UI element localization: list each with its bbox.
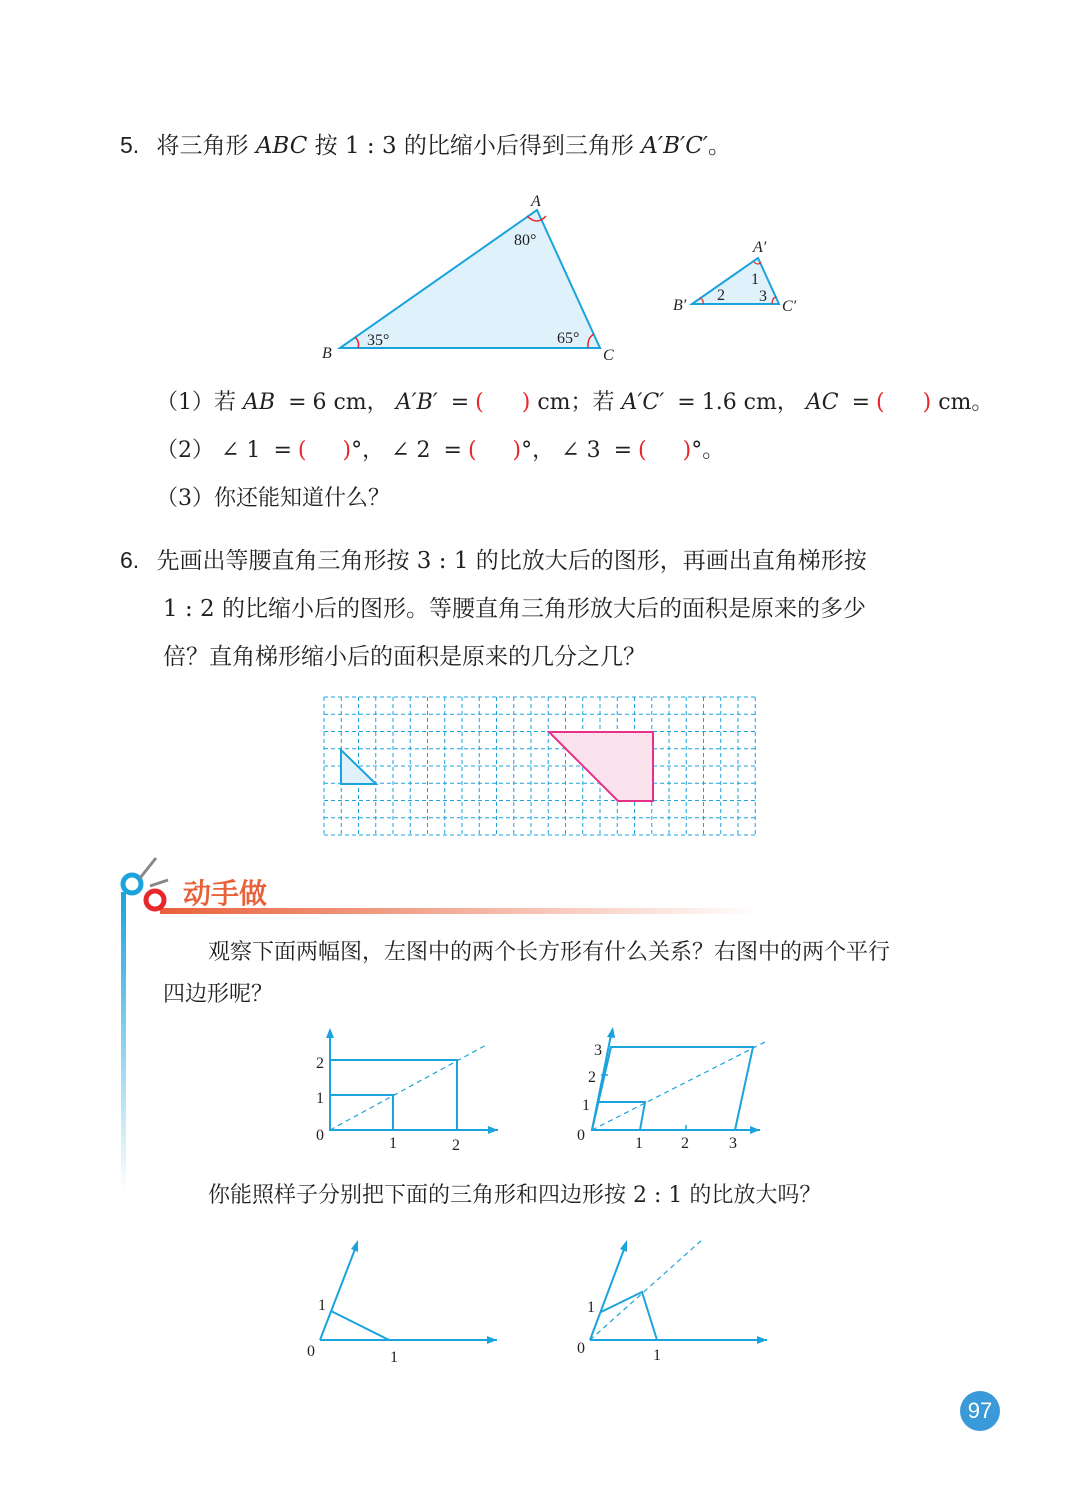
q6-line3: 倍？直角梯形缩小后的面积是原来的几分之几？: [163, 644, 646, 670]
answer-blank-open-2[interactable]: (: [876, 390, 885, 415]
sub1-ab: AB: [243, 390, 276, 415]
q6-number: 6.: [120, 547, 140, 573]
activity-title: 动手做: [183, 877, 268, 910]
sub2-angle1: ∠ 1: [221, 438, 261, 463]
sub2-angle2: ∠ 2: [391, 438, 431, 463]
sub1-ac: AC: [805, 390, 839, 415]
right-x2: 2: [681, 1135, 689, 1152]
label-a: A: [531, 193, 541, 210]
sub2-close2: ): [512, 438, 522, 463]
tri-y1: 1: [318, 1297, 326, 1314]
sub2-label: （2）: [156, 438, 214, 463]
left-origin: 0: [316, 1127, 324, 1144]
sub1-v2: 1.6 cm，: [701, 390, 799, 415]
quad-x-arrow-icon: [757, 1336, 767, 1344]
right-y2: 2: [588, 1069, 596, 1086]
label-b: B: [322, 345, 332, 362]
sub1-eq1: =: [288, 390, 307, 415]
sub2-deg2: °，: [521, 438, 555, 463]
sub2-eq1: =: [273, 438, 292, 463]
tri-ray: [320, 1244, 357, 1340]
quad-edges: [601, 1292, 657, 1340]
activity-para1-line1: 观察下面两幅图，左图中的两个长方形有什么关系？右图中的两个平行: [208, 940, 891, 965]
right-y1: 1: [582, 1097, 590, 1114]
sub1-unit2: cm。: [938, 390, 994, 415]
tri-ray-arrow-icon: [351, 1240, 358, 1252]
activity-para2: 你能照样子分别把下面的三角形和四边形按 2 : 1 的比放大吗？: [208, 1183, 822, 1208]
q5-abc-prime: A′B′C′: [641, 133, 709, 159]
answer-blank-close: ): [521, 390, 531, 415]
q5-text-c: 。: [708, 133, 732, 159]
quad-ray: [590, 1244, 626, 1340]
angle-3-label: 3: [759, 288, 767, 305]
left-x1: 1: [389, 1135, 397, 1152]
sub2-eq3: =: [613, 438, 633, 463]
label-b-prime: B′: [673, 297, 687, 314]
angle-1-label: 1: [751, 271, 759, 288]
sub2-close1: ): [342, 438, 352, 463]
activity-para1-line2: 四边形呢？: [163, 982, 274, 1007]
quad-ray-arrow-icon: [620, 1240, 627, 1252]
answer-blank-angle1[interactable]: (: [297, 438, 307, 463]
answer-blank-open[interactable]: (: [475, 390, 484, 415]
sub1-eq4: =: [851, 390, 871, 415]
sub1-apcp: A′C′: [621, 390, 665, 415]
right-origin: 0: [577, 1127, 585, 1144]
sub2-eq2: =: [443, 438, 462, 463]
q5-number: 5.: [120, 132, 140, 158]
sub2-deg3: °。: [691, 438, 725, 463]
sub1-unit1: cm；若: [537, 390, 615, 415]
q5-sub3: （3）你还能知道什么？: [156, 486, 390, 511]
angle-a-value: 80°: [514, 232, 537, 249]
label-a-prime: A′: [753, 239, 767, 256]
answer-blank-angle3[interactable]: (: [638, 438, 647, 463]
quad-y1: 1: [587, 1299, 595, 1316]
sub1-apbp: A′B′: [395, 390, 438, 415]
left-x2: 2: [452, 1137, 460, 1154]
left-y1: 1: [316, 1090, 324, 1107]
answer-blank-close-2: ): [922, 390, 932, 415]
angle-b-value: 35°: [367, 332, 390, 349]
page-number-badge: 97: [960, 1391, 1000, 1431]
q5-text-a: 将三角形: [156, 133, 249, 159]
angle-2-label: 2: [717, 287, 725, 304]
sub2-deg1: °，: [351, 438, 385, 463]
label-c: C: [603, 347, 614, 364]
quad-origin: 0: [577, 1340, 585, 1357]
sub1-eq2: =: [450, 390, 470, 415]
tri-edge: [331, 1311, 389, 1340]
quad-diagonal: [590, 1239, 703, 1340]
label-c-prime: C′: [782, 298, 797, 315]
sub1-v1: 6 cm，: [312, 390, 389, 415]
answer-blank-angle2[interactable]: (: [467, 438, 477, 463]
angle-c-value: 65°: [557, 330, 580, 347]
right-y3: 3: [594, 1042, 602, 1059]
q5-abc: ABC: [255, 133, 308, 159]
right-x3: 3: [729, 1135, 737, 1152]
sub2-close3: ): [682, 438, 692, 463]
tri-origin: 0: [307, 1343, 315, 1360]
tri-x-arrow-icon: [487, 1336, 497, 1344]
sub1-label: （1）若: [156, 390, 236, 415]
q6-line2: 1 : 2 的比缩小后的图形。等腰直角三角形放大后的面积是原来的多少: [163, 596, 866, 622]
left-y2: 2: [316, 1055, 324, 1072]
sub2-angle3: ∠ 3: [561, 438, 601, 463]
q6-line1-text: 先画出等腰直角三角形按 3 : 1 的比放大后的图形，再画出直角梯形按: [156, 548, 867, 574]
q5-text-b: 按 1 : 3 的比缩小后得到三角形: [314, 133, 634, 159]
right-x1: 1: [635, 1135, 643, 1152]
sub1-eq3: =: [677, 390, 696, 415]
tri-x1: 1: [390, 1349, 398, 1366]
quad-x1: 1: [653, 1347, 661, 1364]
